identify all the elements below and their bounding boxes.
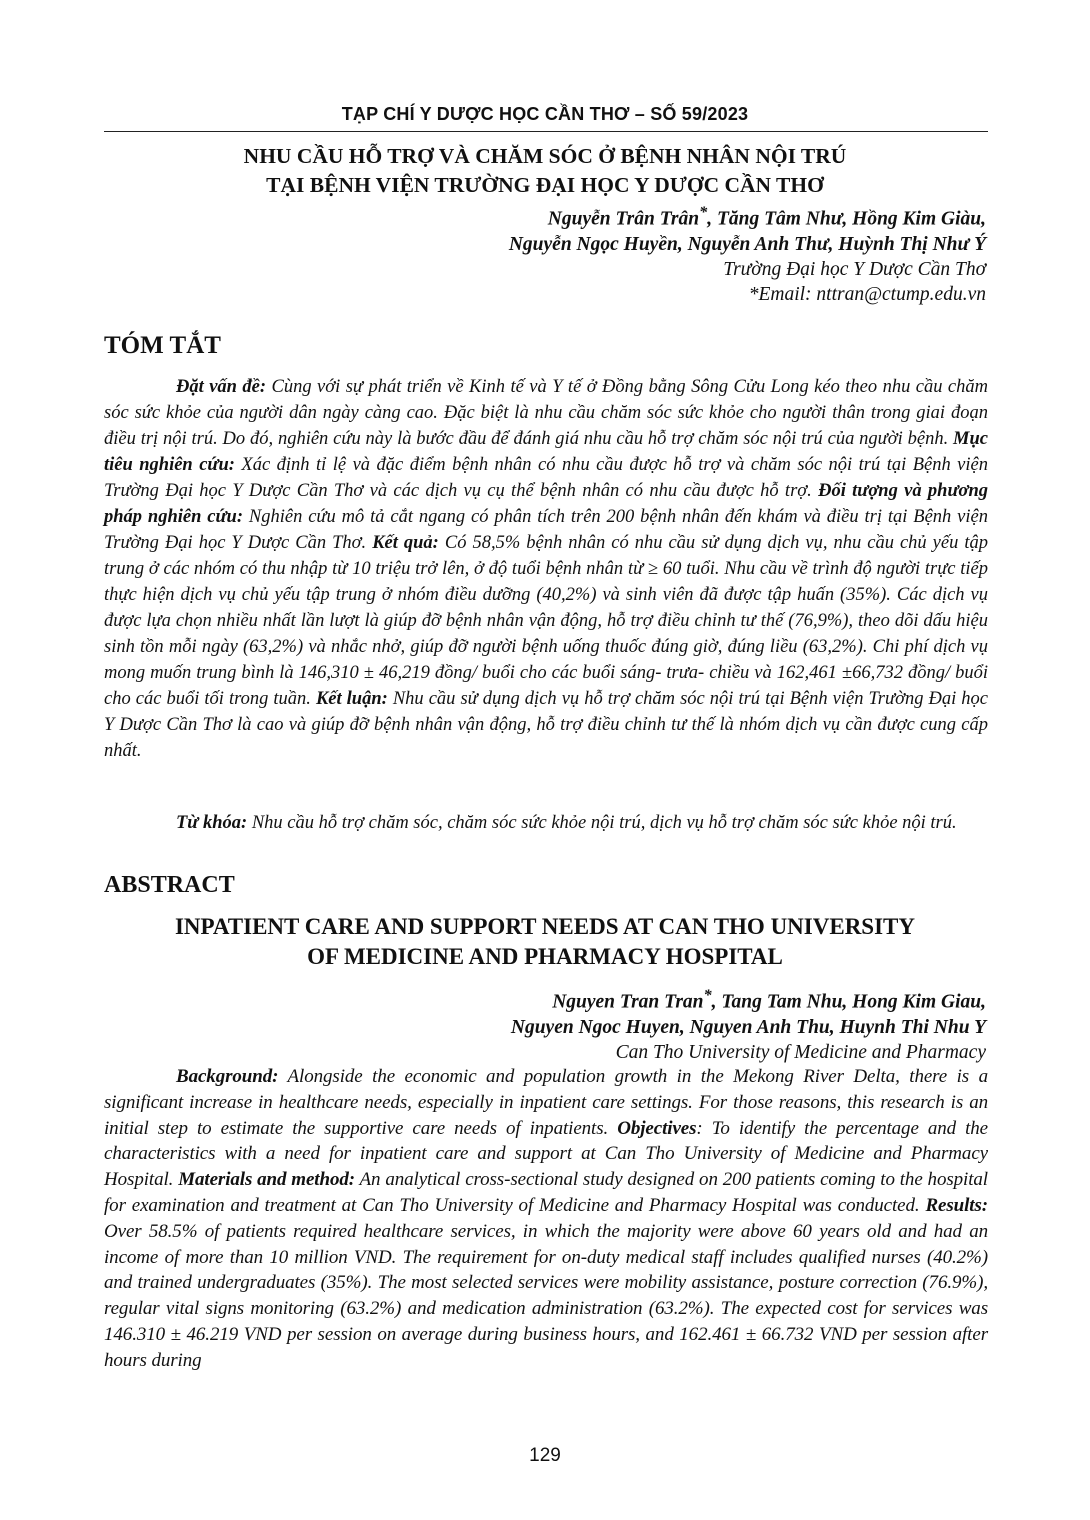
text-conclusion: Nhu cầu sử dụng dịch vụ hỗ trợ chăm sóc nội trú tại Bệnh viện Trường Đại học Y Dược Cần Thơ là cao và giúp đỡ bệnh nhân vận động, hỗ trợ điều chỉnh tư thế là nhóm dịch vụ cần được cung cấp nhất.: [104, 689, 988, 761]
english-affiliation: Can Tho University of Medicine and Pharmacy: [615, 1041, 986, 1063]
vietnamese-title-line-2: TẠI BỆNH VIỆN TRƯỜNG ĐẠI HỌC Y DƯỢC CẦN THƠ: [266, 173, 824, 197]
en-text-background: Alongside the economic and population growth in the Mekong River Delta, there is a significant increase in healthcare needs, especially in inpatient care settings. For those reasons, this research is an initial step to estimate the supportive care needs of inpatients.: [104, 1066, 988, 1139]
abstract-heading: ABSTRACT: [104, 872, 235, 898]
english-abstract-paragraph: [104, 1064, 988, 1374]
text-objective: Xác định tỉ lệ và đặc điểm bệnh nhân có nhu cầu được hỗ trợ và chăm sóc nội trú tại Bệnh viện Trường Đại học Y Dược Cần Thơ và các dịch vụ cụ thể bệnh nhân có nhu cầu được hỗ trợ.: [104, 455, 988, 501]
en-text-methods: An analytical cross-sectional study designed on 200 patients coming to the hospital for examination and treatment at Can Tho University of Medicine and Pharmacy Hospital was conducted.: [104, 1169, 988, 1216]
label-objective: Mục tiêu nghiên cứu:: [104, 429, 988, 475]
text-results: Có 58,5% bệnh nhân có nhu cầu sử dụng dịch vụ, nhu cầu chủ yếu tập trung ở các nhóm có thu nhập từ 10 triệu trở lên, ở độ tuổi bệnh nhân từ ≥ 60 tuổi. Nhu cầu về trình độ người trực tiếp thực hiện dịch vụ chủ yếu tập trung ở nhóm điều dưỡng (40,2%) và sinh viên đã được tập huấn (35%). Các dịch vụ được lựa chọn nhiều nhất lần lượt là giúp đỡ bệnh nhân vận động, hỗ trợ điều chỉnh tư thế (76,9%), theo dõi dấu hiệu sinh tồn mỗi ngày (63,2%) và nhắc nhở, giúp đỡ người bệnh uống thuốc đúng giờ, đúng liều (63,2%). Chi phí dịch vụ mong muốn trung bình là 146,310 ± 46,219 đồng/ buổi cho các buổi sáng- trưa- chiều và 162,461 ±66,732 đồng/ buổi cho các buổi tối trong tuần.: [104, 533, 989, 709]
en-label-methods: Materials and method:: [178, 1169, 355, 1191]
journal-header: TẠP CHÍ Y DƯỢC HỌC CẦN THƠ – SỐ 59/2023: [341, 104, 749, 124]
page-number: 129: [529, 1445, 561, 1466]
en-label-objectives: Objectives: [617, 1117, 697, 1139]
text-background: Cùng với sự phát triển về Kinh tế và Y tế ở Đồng bằng Sông Cửu Long kéo theo nhu cầu chăm sóc sức khỏe của người dân ngày càng cao. Đặc biệt là nhu cầu chăm sóc sức khỏe cho người thân trong giai đoạn điều trị nội trú. Do đó, nghiên cứu này là bước đầu để đánh giá nhu cầu hỗ trợ chăm sóc nội trú của người bệnh.: [104, 377, 989, 449]
label-background: Đặt vấn đề:: [176, 377, 267, 397]
english-authors-line-2: Nguyen Ngoc Huyen, Nguyen Anh Thu, Huynh Thi Nhu Y: [510, 1016, 986, 1038]
label-results: Kết quả:: [372, 533, 439, 553]
text-methods: Nghiên cứu mô tả cắt ngang có phân tích trên 200 bệnh nhân đến khám và điều trị tại Bệnh viện Trường Đại học Y Dược Cần Thơ.: [104, 507, 988, 553]
header-rule: [104, 131, 988, 132]
vietnamese-authors-line-1: [509, 200, 986, 232]
corresponding-author: Nguyễn Trân Trân: [547, 208, 700, 230]
vietnamese-title-line-1: NHU CẦU HỖ TRỢ VÀ CHĂM SÓC Ở BỆNH NHÂN NỘI TRÚ: [243, 144, 847, 168]
summary-heading: TÓM TẮT: [104, 332, 221, 359]
coauthors-1: , Tăng Tâm Như, Hồng Kim Giàu,: [707, 208, 986, 230]
en-text-objectives: : To identify the percentage and the characteristics with a need for inpatient care and support at Can Tho University of Medicine and Pharmacy Hospital.: [104, 1117, 988, 1191]
vietnamese-summary-paragraph: [104, 374, 988, 764]
en-text-results: Over 58.5% of patients required healthcare services, in which the majority were above 60 years old and had an income of more than 10 million VND. The requirement for on-duty medical staff includes qualified nurses (40.2%) and trained undergraduates (35%). The most selected services were mobility assistance, posture correction (76.9%), regular vital signs monitoring (63.2%) and medication administration (63.2%). The expected cost for services was 146.310 ± 46.219 VND per session on average during business hours, and 162.461 ± 66.732 VND per session after hours during: [104, 1220, 988, 1371]
vietnamese-title: [0, 142, 1090, 200]
en-label-background: Background:: [176, 1066, 279, 1087]
vietnamese-affiliation: Trường Đại học Y Dược Cần Thơ: [723, 258, 986, 280]
english-title: [0, 912, 1090, 972]
english-corresponding-author: Nguyen Tran Tran: [552, 991, 704, 1013]
english-authors: [511, 983, 986, 1065]
english-coauthors-1: , Tang Tam Nhu, Hong Kim Giau,: [711, 991, 986, 1013]
english-title-line-2: OF MEDICINE AND PHARMACY HOSPITAL: [307, 944, 783, 969]
label-conclusion: Kết luận:: [315, 689, 388, 709]
contact-email: *Email: nttran@ctump.edu.vn: [748, 283, 986, 305]
text-keywords: Nhu cầu hỗ trợ chăm sóc, chăm sóc sức khỏe nội trú, dịch vụ hỗ trợ chăm sóc sức khỏe nội trú.: [247, 813, 957, 833]
english-authors-line-1: [511, 983, 986, 1015]
english-corresponding-mark: *: [703, 986, 712, 1004]
vietnamese-authors-line-2: Nguyễn Ngọc Huyền, Nguyễn Anh Thư, Huỳnh Thị Như Ý: [508, 233, 986, 255]
vietnamese-authors: [509, 200, 986, 307]
english-title-line-1: INPATIENT CARE AND SUPPORT NEEDS AT CAN THO UNIVERSITY: [174, 914, 916, 939]
corresponding-mark: *: [699, 203, 708, 221]
en-label-results: Results:: [925, 1194, 988, 1216]
label-methods: Đối tượng và phương pháp nghiên cứu:: [104, 481, 988, 527]
label-keywords: Từ khóa:: [176, 813, 248, 833]
keywords-paragraph: [104, 810, 988, 836]
